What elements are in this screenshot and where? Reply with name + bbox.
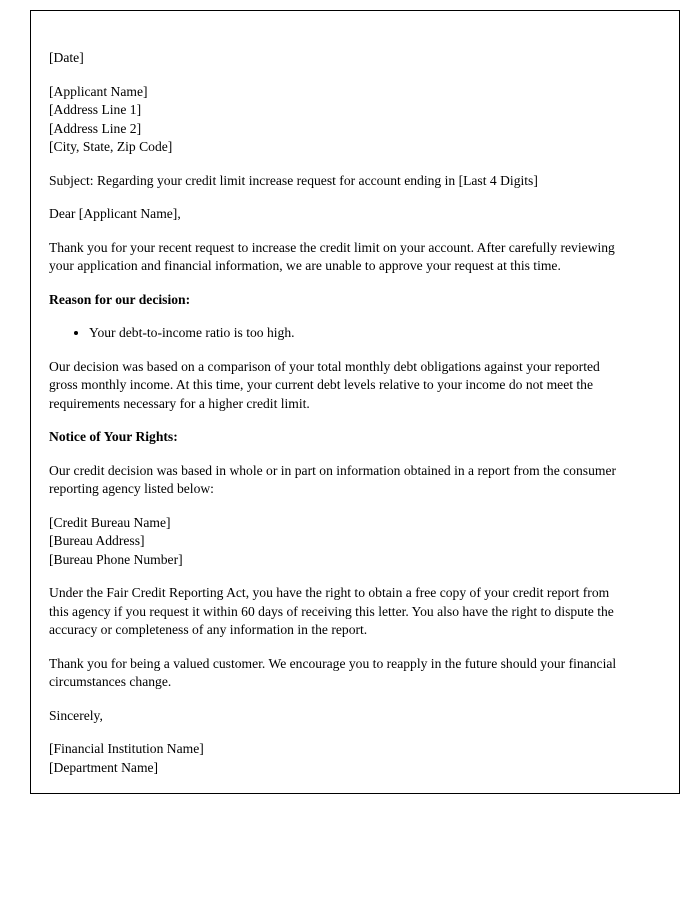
recipient-city-state-zip-line: [City, State, Zip Code] — [49, 139, 173, 154]
intro-paragraph: Thank you for your recent request to increase the credit limit on your account. After carefully reviewing your application and financial information, we are unable to approve your request at this time. — [49, 239, 615, 273]
recipient-address-line-1: [Address Line 1] — [49, 102, 142, 117]
recipient-address-block — [49, 83, 631, 157]
closing-paragraph: Thank you for being a valued customer. We encourage you to reapply in the future should your financial circumstances change. — [49, 655, 617, 689]
reason-bullet-list — [49, 324, 631, 343]
rights-intro-paragraph: Our credit decision was based in whole or in part on information obtained in a report from the consumer reporting agency listed below: — [49, 462, 617, 496]
rights-heading: Notice of Your Rights: — [49, 429, 178, 444]
date-block — [49, 49, 631, 68]
credit-bureau-name-line: [Credit Bureau Name] — [49, 514, 171, 530]
credit-bureau-phone-line: [Bureau Phone Number] — [49, 551, 183, 567]
credit-bureau-block — [49, 514, 631, 570]
signature-block — [49, 740, 631, 777]
signoff: Sincerely, — [49, 707, 103, 723]
explanation-paragraph: Our decision was based on a comparison of your total monthly debt obligations against your reported gross monthly income. At this time, your current debt levels relative to your income do not meet the requirements necessary for a higher credit limit. — [49, 358, 600, 411]
date-placeholder: [Date] — [49, 50, 84, 65]
credit-bureau-address-line: [Bureau Address] — [49, 533, 145, 548]
department-name-line: [Department Name] — [49, 759, 159, 775]
fcra-paragraph: Under the Fair Credit Reporting Act, you have the right to obtain a free copy of your credit report from this agency if you request it within 60 days of receiving this letter. You also have the right to dispute the accuracy or completeness of any information in the report. — [49, 585, 614, 637]
financial-institution-name-line: [Financial Institution Name] — [49, 741, 204, 756]
subject-line: Subject: Regarding your credit limit increase request for account ending in [Last 4 Digits] — [49, 172, 538, 188]
salutation: Dear [Applicant Name], — [49, 206, 181, 221]
reason-bullet-item: • Your debt-to-income ratio is too high. — [89, 324, 631, 343]
letter-document — [30, 10, 680, 794]
recipient-name-line: [Applicant Name] — [49, 83, 148, 99]
recipient-address-line-2: [Address Line 2] — [49, 120, 142, 136]
reason-heading: Reason for our decision: — [49, 291, 191, 307]
